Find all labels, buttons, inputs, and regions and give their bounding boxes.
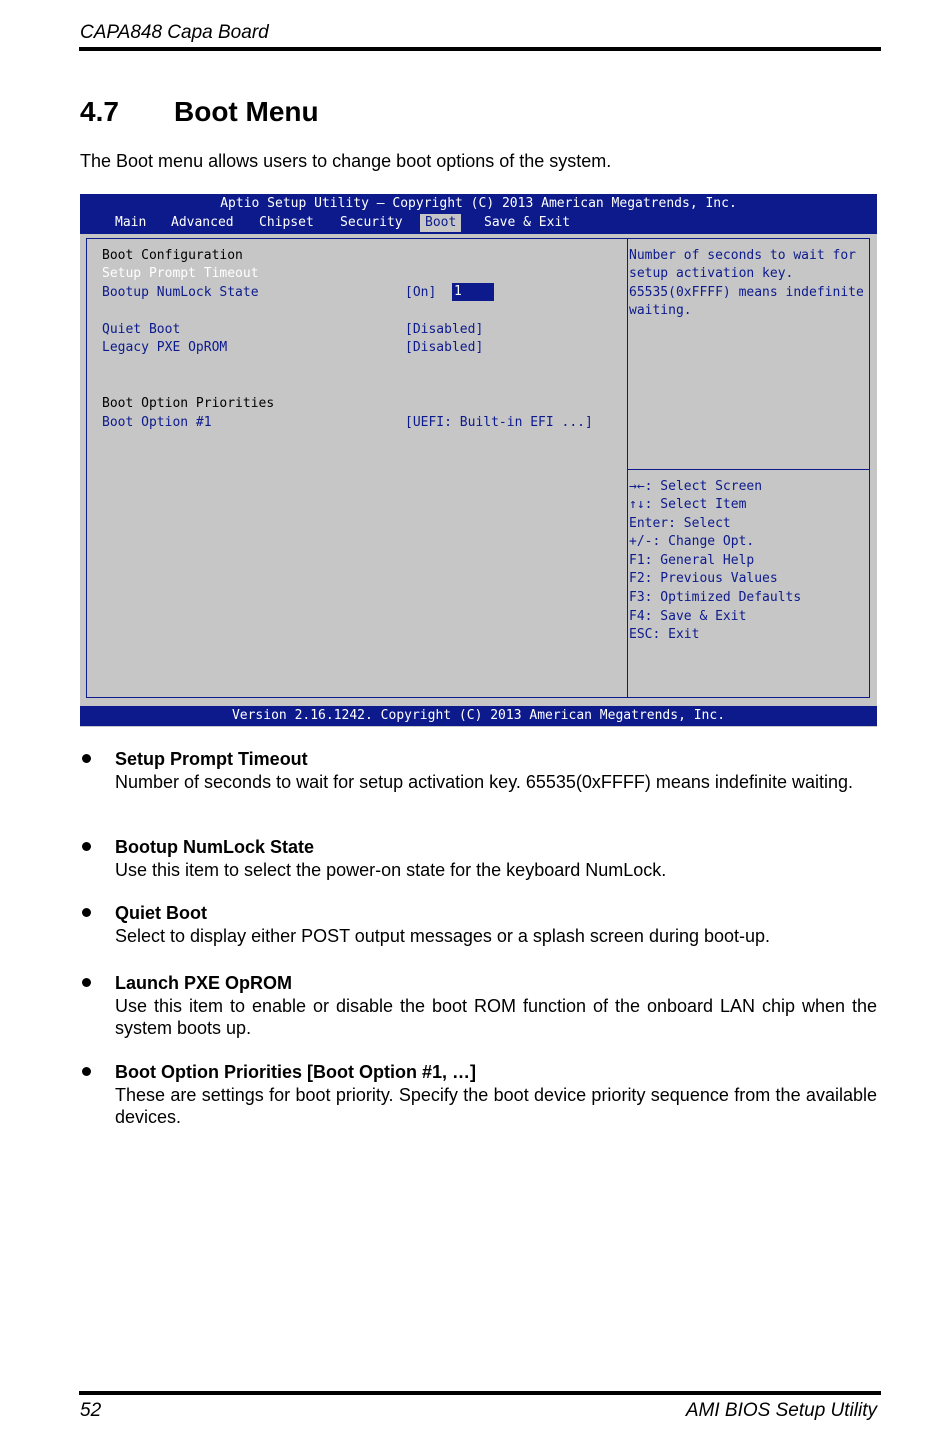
help-text-line: setup activation key.	[629, 266, 794, 281]
help-text-line: Number of seconds to wait for	[629, 248, 856, 263]
help-text-line: waiting.	[629, 303, 692, 318]
section-number: 4.7	[80, 96, 119, 127]
tab-advanced[interactable]: Advanced	[171, 215, 234, 230]
tab-chipset[interactable]: Chipset	[259, 215, 314, 230]
key-hint: F2: Previous Values	[629, 571, 778, 586]
bios-main-frame	[86, 238, 870, 698]
tab-save-exit[interactable]: Save & Exit	[484, 215, 571, 230]
key-hint: ↑↓: Select Item	[629, 497, 747, 512]
setup-prompt-timeout-value[interactable]: 1	[452, 283, 494, 301]
key-hint: →←: Select Screen	[629, 479, 763, 494]
key-hint: ESC: Exit	[629, 627, 700, 642]
bootup-numlock-value[interactable]: [On]	[405, 285, 437, 300]
running-header: CAPA848 Capa Board	[80, 22, 269, 43]
bullet-dot	[82, 842, 91, 851]
footer-title: AMI BIOS Setup Utility	[685, 1400, 877, 1421]
header-rule	[79, 47, 881, 51]
bullet-description: Use this item to enable or disable the boot ROM function of the onboard LAN chip when the system boots up.	[115, 996, 877, 1038]
bullet-description: Use this item to select the power-on state for the keyboard NumLock.	[115, 860, 667, 880]
bios-version-bar: Version 2.16.1242. Copyright (C) 2013 American Megatrends, Inc.	[80, 706, 877, 726]
bios-screenshot	[80, 194, 877, 727]
boot-configuration-heading: Boot Configuration	[102, 248, 243, 263]
tab-security[interactable]: Security	[340, 215, 403, 230]
help-text-line: 65535(0xFFFF) means indefinite	[629, 285, 864, 300]
bullet-description: These are settings for boot priority. Specify the boot device priority sequence from the available devices.	[115, 1085, 877, 1127]
bullet-description: Select to display either POST output messages or a splash screen during boot-up.	[115, 926, 771, 946]
bullet-dot	[82, 1067, 91, 1076]
tab-main[interactable]: Main	[115, 215, 147, 230]
bullet-dot	[82, 978, 91, 987]
bootup-numlock-label[interactable]: Bootup NumLock State	[102, 285, 259, 300]
key-hint: +/-: Change Opt.	[629, 534, 755, 549]
setup-prompt-timeout-label[interactable]: Setup Prompt Timeout	[102, 266, 259, 281]
bullet-title: Bootup NumLock State	[115, 837, 315, 857]
boot-option-priorities-heading: Boot Option Priorities	[102, 396, 275, 411]
bullet-title: Quiet Boot	[115, 903, 207, 923]
bios-title: Aptio Setup Utility – Copyright (C) 2013 American Megatrends, Inc.	[220, 196, 737, 211]
footer-rule	[79, 1391, 881, 1395]
bullet-dot	[82, 908, 91, 917]
key-hint: F3: Optimized Defaults	[629, 590, 802, 605]
tab-boot[interactable]: Boot	[420, 214, 461, 232]
page-number: 52	[80, 1400, 102, 1421]
key-hint: F4: Save & Exit	[629, 609, 747, 624]
quiet-boot-label[interactable]: Quiet Boot	[102, 322, 181, 337]
bullet-title: Setup Prompt Timeout	[115, 749, 308, 769]
bios-title-bar	[80, 194, 877, 234]
section-intro: The Boot menu allows users to change boot options of the system.	[80, 151, 612, 171]
bullet-dot	[82, 754, 91, 763]
boot-option-1-value[interactable]: [UEFI: Built-in EFI ...]	[405, 415, 593, 430]
bullet-title: Launch PXE OpROM	[115, 973, 293, 993]
bios-vertical-divider	[627, 239, 628, 697]
bullet-title: Boot Option Priorities [Boot Option #1, …]	[115, 1062, 476, 1082]
bullet-description: Number of seconds to wait for setup activation key. 65535(0xFFFF) means indefinite waiting.	[115, 772, 854, 792]
boot-option-1-label[interactable]: Boot Option #1	[102, 415, 212, 430]
section-title: Boot Menu	[174, 96, 319, 127]
legacy-pxe-value[interactable]: [Disabled]	[405, 340, 484, 355]
bios-horizontal-divider	[628, 469, 870, 470]
quiet-boot-value[interactable]: [Disabled]	[405, 322, 484, 337]
legacy-pxe-label[interactable]: Legacy PXE OpROM	[102, 340, 228, 355]
key-hint: F1: General Help	[629, 553, 755, 568]
key-hint: Enter: Select	[629, 516, 731, 531]
